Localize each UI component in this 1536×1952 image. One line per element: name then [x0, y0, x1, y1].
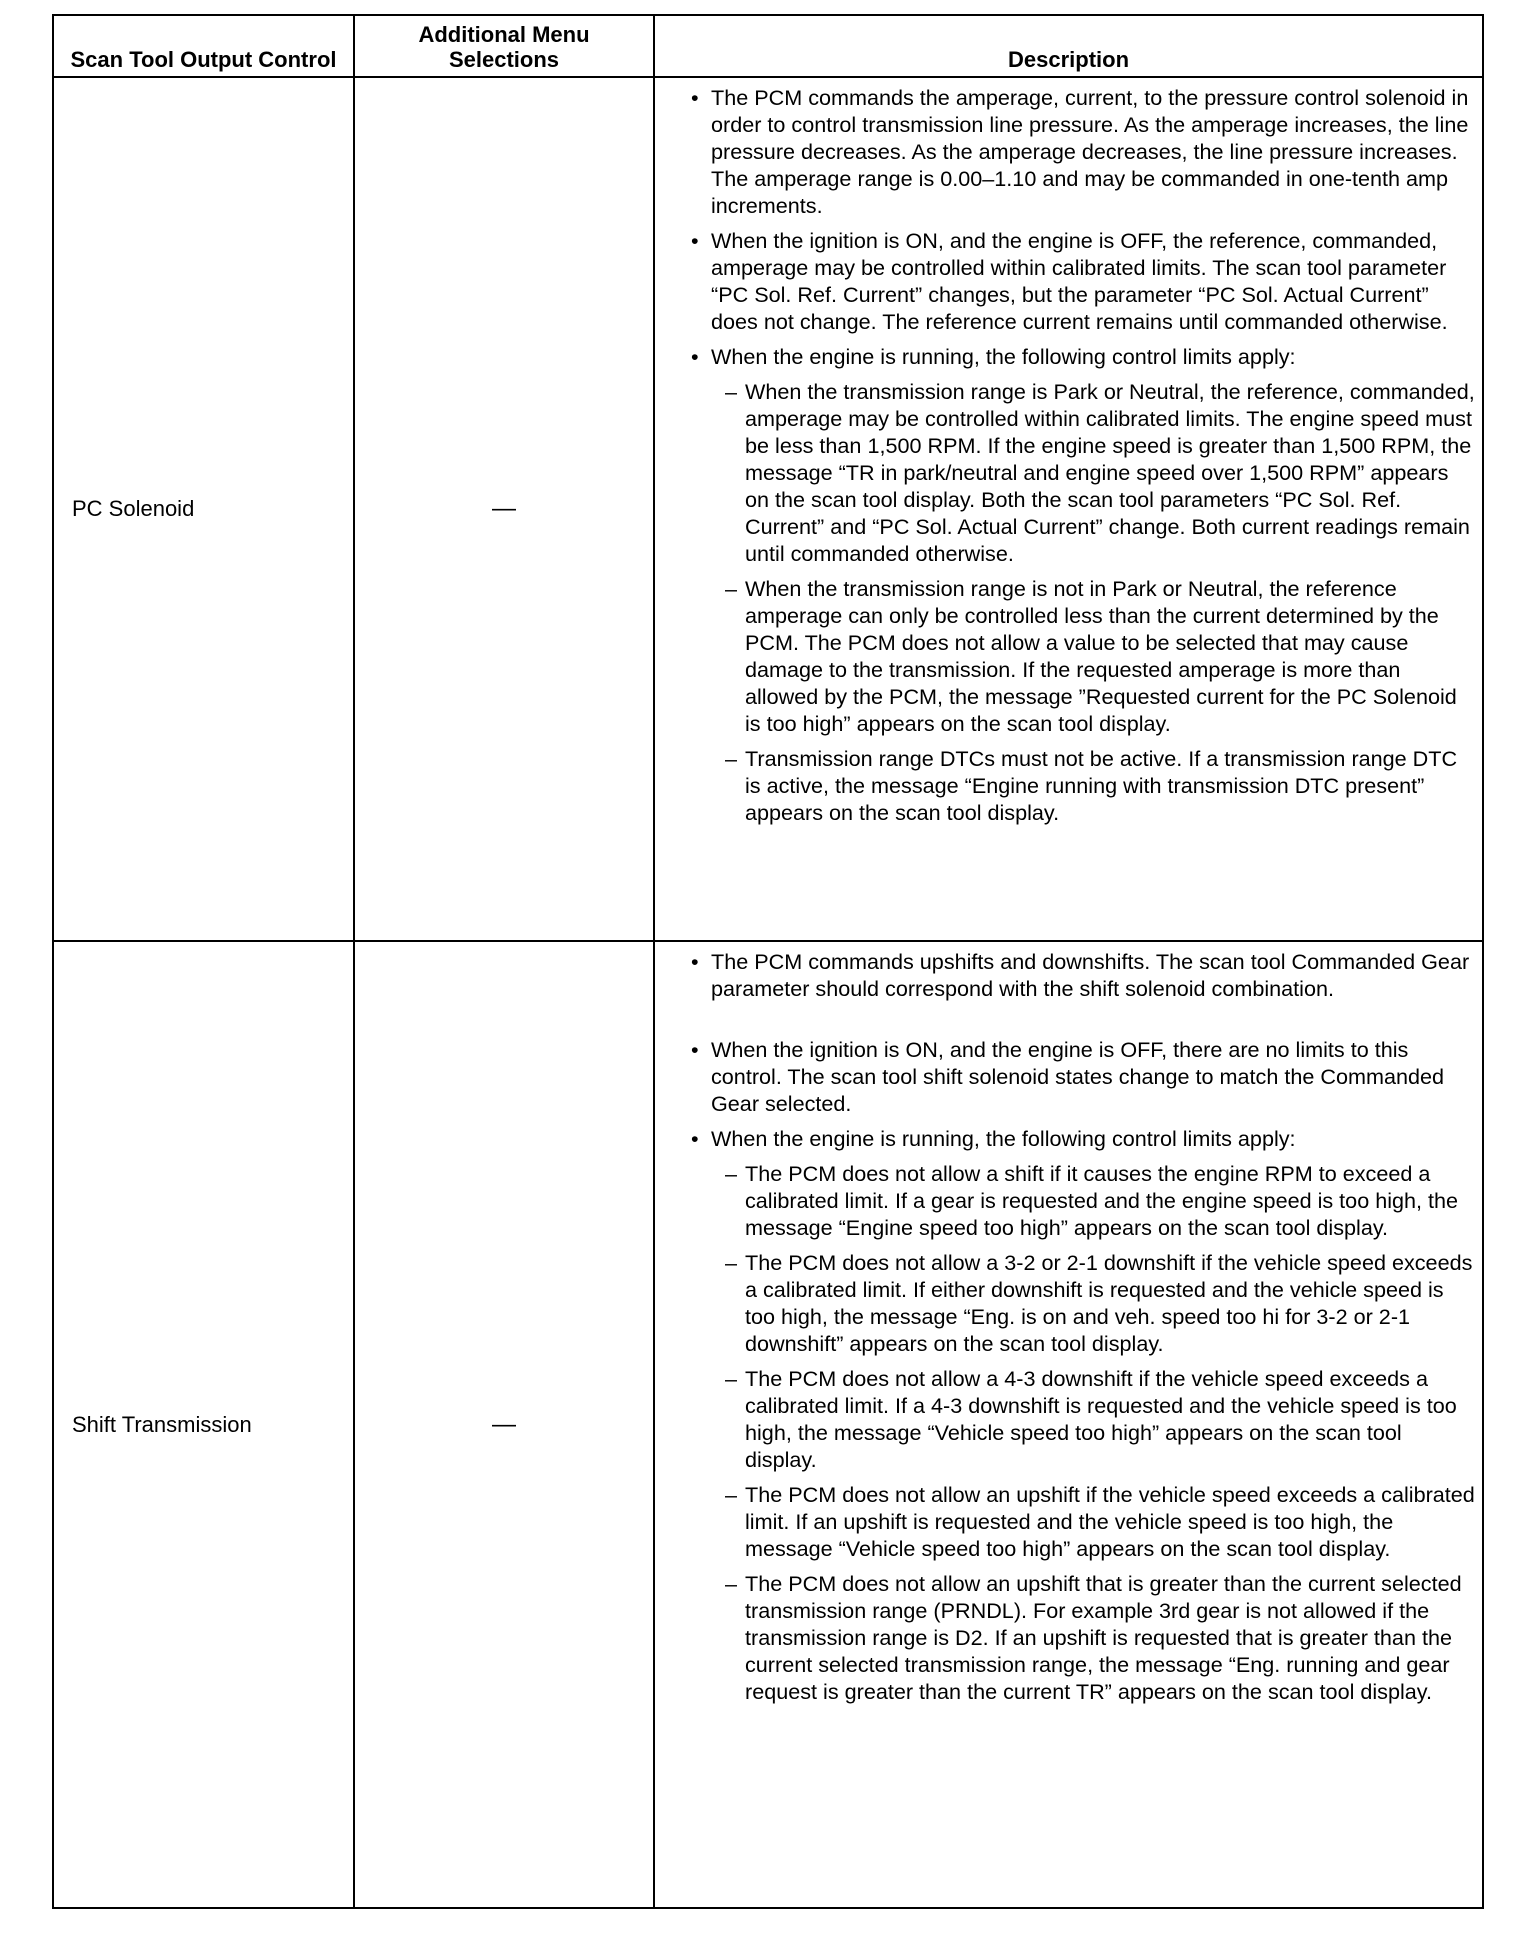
bullet-item: • When the engine is running, the following control limits apply:: [691, 1125, 1478, 1152]
header-additional-menu-selections: Additional Menu Selections: [354, 15, 654, 77]
table-row-shift-transmission: [53, 941, 1483, 1908]
dash-item: – The PCM does not allow an upshift if the vehicle speed exceeds a calibrated limit. If an upshift is requested and the vehicle speed is too high, the message “Vehicle speed too high” appears on the scan tool display.: [691, 1481, 1478, 1562]
header-scan-tool-output-control: Scan Tool Output Control: [53, 15, 354, 77]
bullet-item: • The PCM commands the amperage, current, to the pressure control solenoid in order to control transmission line pressure. As the amperage increases, the line pressure decreases. As the amperage decreases, the line pressure increases. The amperage range is 0.00–1.10 and may be commanded in one-tenth amp increments.: [691, 84, 1478, 219]
dash-item: – When the transmission range is Park or Neutral, the reference, commanded, amperage may be controlled within calibrated limits. The engine speed must be less than 1,500 RPM. If the engine speed is greater than 1,500 RPM, the message “TR in park/neutral and engine speed over 1,500 RPM” appears on the scan tool display. Both the scan tool parameters “PC Sol. Ref. Current” and “PC Sol. Actual Current” change. Both current readings remain until commanded otherwise.: [691, 378, 1478, 567]
dash-item: – The PCM does not allow a shift if it causes the engine RPM to exceed a calibrated limit. If a gear is requested and the engine speed is too high, the message “Engine speed too high” appears on the scan tool display.: [691, 1160, 1478, 1241]
menu-selections-value: —: [354, 941, 654, 1908]
output-control-name: PC Solenoid: [53, 77, 354, 941]
description-cell: [654, 941, 1483, 1908]
description-cell: [654, 77, 1483, 941]
table-header-row: [53, 15, 1483, 77]
output-control-table: [52, 14, 1484, 1909]
dash-item: – Transmission range DTCs must not be active. If a transmission range DTC is active, the message “Engine running with transmission DTC present” appears on the scan tool display.: [691, 745, 1478, 826]
bullet-item: • When the engine is running, the following control limits apply:: [691, 343, 1478, 370]
menu-selections-value: —: [354, 77, 654, 941]
bullet-item: • The PCM commands upshifts and downshifts. The scan tool Commanded Gear parameter should correspond with the shift solenoid combination.: [691, 948, 1478, 1002]
dash-item: – The PCM does not allow a 4-3 downshift if the vehicle speed exceeds a calibrated limit. If a 4-3 downshift is requested and the vehicle speed is too high, the message “Vehicle speed too high” appears on the scan tool display.: [691, 1365, 1478, 1473]
bullet-item: • When the ignition is ON, and the engine is OFF, the reference, commanded, amperage may be controlled within calibrated limits. The scan tool parameter “PC Sol. Ref. Current” changes, but the parameter “PC Sol. Actual Current” does not change. The reference current remains until commanded otherwise.: [691, 227, 1478, 335]
dash-item: – When the transmission range is not in Park or Neutral, the reference amperage can only be controlled less than the current determined by the PCM. The PCM does not allow a value to be selected that may cause damage to the transmission. If the requested amperage is more than allowed by the PCM, the message ”Requested current for the PC Solenoid is too high” appears on the scan tool display.: [691, 575, 1478, 737]
output-control-name: Shift Transmission: [53, 941, 354, 1908]
header-description: Description: [654, 15, 1483, 77]
table-row-pc-solenoid: [53, 77, 1483, 941]
bullet-item: • When the ignition is ON, and the engine is OFF, there are no limits to this control. The scan tool shift solenoid states change to match the Commanded Gear selected.: [691, 1036, 1478, 1117]
dash-item: – The PCM does not allow a 3-2 or 2-1 downshift if the vehicle speed exceeds a calibrated limit. If either downshift is requested and the vehicle speed is too high, the message “Eng. is on and veh. speed too hi for 3-2 or 2-1 downshift” appears on the scan tool display.: [691, 1249, 1478, 1357]
dash-item: – The PCM does not allow an upshift that is greater than the current selected transmission range (PRNDL). For example 3rd gear is not allowed if the transmission range is D2. If an upshift is requested that is greater than the current selected transmission range, the message “Eng. running and gear request is greater than the current TR” appears on the scan tool display.: [691, 1570, 1478, 1705]
